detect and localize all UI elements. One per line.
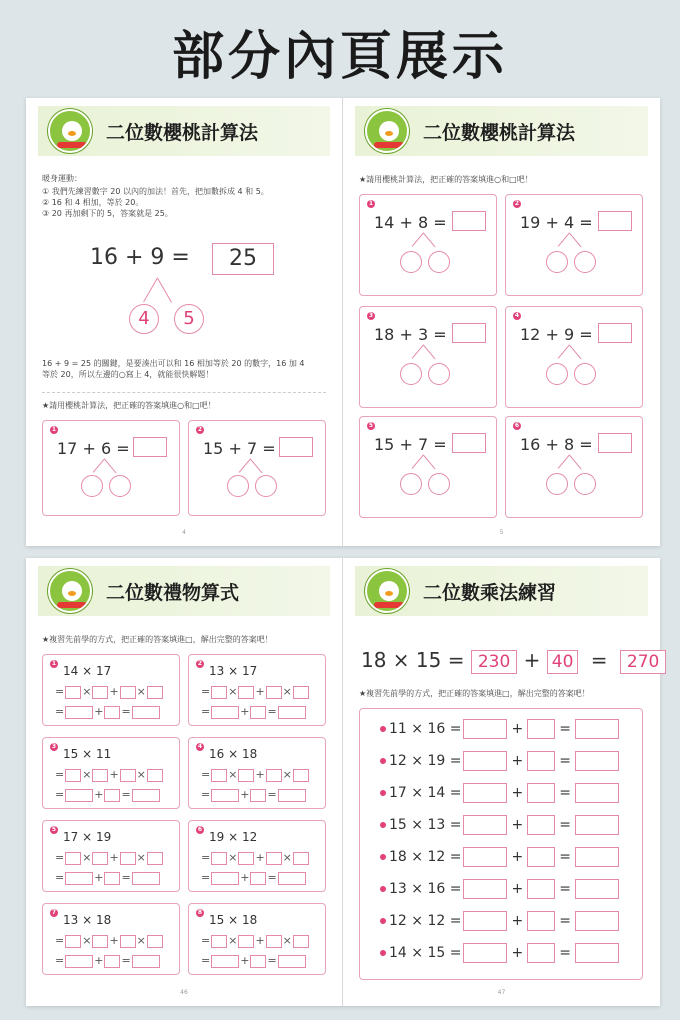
practice-row: 14 × 15 = + = (380, 943, 619, 965)
cherry-circle[interactable] (428, 251, 450, 273)
explanation-line-2: 等於 20，所以左邊的○寫上 4，就能很快解題！ (42, 370, 214, 379)
page-47 (343, 558, 660, 1006)
answer-box[interactable] (463, 943, 507, 963)
page-number: 5 (499, 529, 504, 536)
answer-box[interactable] (452, 211, 486, 231)
answer-box[interactable] (527, 943, 555, 963)
page-title: 二位數櫻桃計算法 (423, 122, 576, 144)
problem-equation: 17 + 6 = (57, 439, 130, 458)
page-4 (26, 98, 343, 546)
split-circle-right: 5 (174, 304, 204, 334)
page-title: 二位數乘法練習 (423, 582, 557, 604)
problem-card: 4 12 + 9 = (505, 306, 643, 408)
problem-card: 5 15 + 7 = (359, 416, 497, 518)
cherry-circle[interactable] (428, 473, 450, 495)
answer-box[interactable] (598, 211, 632, 231)
problem-card: 6 16 + 8 = (505, 416, 643, 518)
answer-box[interactable] (527, 751, 555, 771)
page-header (38, 566, 330, 616)
answer-box[interactable] (463, 783, 507, 803)
cherry-circle[interactable] (574, 251, 596, 273)
answer-box[interactable] (575, 815, 619, 835)
explanation-line-1: 16 + 9 = 25 的關鍵，是要湊出可以和 16 相加等於 20 的數字，16 加 4 (42, 359, 305, 368)
problem-equation: 15 × 11 (63, 747, 112, 761)
cherry-circle[interactable] (227, 475, 249, 497)
answer-box[interactable] (452, 323, 486, 343)
bottom-spread (26, 558, 660, 1006)
example-row: 18 × 15 = 230 + 40 = 270 (361, 648, 666, 674)
owl-logo-icon (48, 109, 92, 153)
answer-box[interactable] (527, 815, 555, 835)
warmup-label: 暖身運動： (42, 174, 82, 183)
problem-card: 7 13 × 18 = × + × = + = (42, 903, 180, 975)
problem-card: 4 16 × 18 = × + × = + = (188, 737, 326, 809)
instruction: ★請用櫻桃計算法，把正確的答案填進○和□吧！ (359, 175, 533, 184)
problem-card: 1 14 × 17 = × + × = + = (42, 654, 180, 726)
cherry-circle[interactable] (574, 473, 596, 495)
answer-box[interactable] (575, 879, 619, 899)
answer-box[interactable] (463, 719, 507, 739)
practice-row: 15 × 13 = + = (380, 815, 619, 837)
cherry-circle[interactable] (400, 363, 422, 385)
practice-row: 12 × 19 = + = (380, 751, 619, 773)
problem-equation: 19 + 4 = (520, 213, 593, 232)
split-circle-left: 4 (129, 304, 159, 334)
problem-equation: 14 + 8 = (374, 213, 447, 232)
problem-card: 5 17 × 19 = × + × = + = (42, 820, 180, 892)
practice-equation: 17 × 14 = (389, 785, 462, 801)
problem-card: 2 15 + 7 = (188, 420, 326, 516)
example-equation: 16 + 9 = (90, 245, 190, 270)
answer-box[interactable] (575, 943, 619, 963)
sum-row: = + = (55, 871, 161, 885)
practice-equation: 12 × 12 = (389, 913, 462, 929)
instruction: ★複習先前學的方式，把正確的答案填進□，解出完整的答案吧！ (42, 635, 273, 644)
answer-box[interactable] (575, 751, 619, 771)
practice-row: 17 × 14 = + = (380, 783, 619, 805)
problem-equation: 15 + 7 = (203, 439, 276, 458)
cherry-circle[interactable] (109, 475, 131, 497)
cherry-circle[interactable] (81, 475, 103, 497)
example-answer-box (212, 243, 274, 275)
answer-box[interactable] (279, 437, 313, 457)
problem-equation: 12 + 9 = (520, 325, 593, 344)
practice-equation: 12 × 19 = (389, 753, 462, 769)
answer-box[interactable] (527, 847, 555, 867)
answer-box[interactable] (575, 719, 619, 739)
expand-row: = × + × (201, 851, 310, 865)
page-header (355, 106, 648, 156)
sum-row: = + = (55, 954, 161, 968)
problem-card: 1 14 + 8 = (359, 194, 497, 296)
page-title: 二位數櫻桃計算法 (106, 122, 259, 144)
owl-logo-icon (365, 569, 409, 613)
cherry-circle[interactable] (400, 251, 422, 273)
cherry-circle[interactable] (428, 363, 450, 385)
page-header (355, 566, 648, 616)
page-number: 4 (182, 529, 186, 536)
answer-box[interactable] (133, 437, 167, 457)
answer-box[interactable] (463, 815, 507, 835)
problem-equation: 16 + 8 = (520, 435, 593, 454)
practice-equation: 11 × 16 = (389, 721, 462, 737)
expand-row: = × + × (55, 851, 164, 865)
practice-row: 13 × 16 = + = (380, 879, 619, 901)
expand-row: = × + × (201, 685, 310, 699)
answer-box[interactable] (463, 911, 507, 931)
top-spread (26, 98, 660, 546)
answer-box[interactable] (527, 879, 555, 899)
expand-row: = × + × (55, 768, 164, 782)
practice-equation: 13 × 16 = (389, 881, 462, 897)
answer-box[interactable] (527, 911, 555, 931)
cherry-circle[interactable] (546, 251, 568, 273)
step-3: ③ 20 再加剩下的 5，答案就是 25。 (42, 209, 173, 218)
problem-card: 1 17 + 6 = (42, 420, 180, 516)
page-header (38, 106, 330, 156)
cherry-circle[interactable] (400, 473, 422, 495)
answer-box[interactable] (575, 911, 619, 931)
step-2: ② 16 和 4 相加，等於 20。 (42, 198, 144, 207)
expand-row: = × + × (55, 934, 164, 948)
practice-card (359, 708, 643, 980)
page-number: 47 (497, 989, 506, 996)
expand-row: = × + × (55, 685, 164, 699)
answer-box[interactable] (452, 433, 486, 453)
instruction: ★請用櫻桃計算法，把正確的答案填進○和□吧！ (42, 401, 216, 410)
problem-card: 8 15 × 18 = × + × = + = (188, 903, 326, 975)
page-title: 二位數禮物算式 (106, 582, 240, 604)
answer-box[interactable] (575, 847, 619, 867)
answer-box[interactable] (463, 847, 507, 867)
practice-equation: 15 × 13 = (389, 817, 462, 833)
cherry-circle[interactable] (255, 475, 277, 497)
problem-equation: 18 + 3 = (374, 325, 447, 344)
owl-logo-icon (365, 109, 409, 153)
answer-box[interactable] (527, 783, 555, 803)
answer-box[interactable] (598, 433, 632, 453)
practice-equation: 18 × 12 = (389, 849, 462, 865)
practice-row: 12 × 12 = + = (380, 911, 619, 933)
answer-box[interactable] (575, 783, 619, 803)
problem-equation: 14 × 17 (63, 664, 112, 678)
step-1: ① 我們先練習數字 20 以內的加法！首先，把加數拆成 4 和 5。 (42, 187, 269, 196)
practice-equation: 14 × 15 = (389, 945, 462, 961)
cherry-circle[interactable] (574, 363, 596, 385)
problem-card: 3 18 + 3 = (359, 306, 497, 408)
answer-box[interactable] (598, 323, 632, 343)
page-5 (343, 98, 660, 546)
problem-equation: 19 × 12 (209, 830, 258, 844)
sum-row: = + = (201, 871, 307, 885)
problem-equation: 15 × 18 (209, 913, 258, 927)
problem-equation: 16 × 18 (209, 747, 258, 761)
expand-row: = × + × (201, 768, 310, 782)
sum-row: = + = (201, 954, 307, 968)
page-46 (26, 558, 343, 1006)
page-number: 46 (180, 989, 188, 996)
sum-row: = + = (55, 788, 161, 802)
instruction: ★複習先前學的方式，把正確的答案填進□，解出完整的答案吧！ (359, 689, 590, 698)
problem-card: 6 19 × 12 = × + × = + = (188, 820, 326, 892)
problem-card: 2 13 × 17 = × + × = + = (188, 654, 326, 726)
example-answer: 25 (229, 246, 257, 271)
answer-box[interactable] (463, 751, 507, 771)
problem-equation: 17 × 19 (63, 830, 112, 844)
sum-row: = + = (201, 788, 307, 802)
cherry-circle[interactable] (546, 473, 568, 495)
practice-row: 11 × 16 = + = (380, 719, 619, 741)
answer-box[interactable] (463, 879, 507, 899)
problem-equation: 15 + 7 = (374, 435, 447, 454)
problem-card: 2 19 + 4 = (505, 194, 643, 296)
sum-row: = + = (201, 705, 307, 719)
owl-logo-icon (48, 569, 92, 613)
problem-equation: 13 × 17 (209, 664, 258, 678)
cherry-circle[interactable] (546, 363, 568, 385)
answer-box[interactable] (527, 719, 555, 739)
problem-equation: 13 × 18 (63, 913, 112, 927)
main-title: 部分內頁展示 (171, 27, 508, 87)
problem-card: 3 15 × 11 = × + × = + = (42, 737, 180, 809)
expand-row: = × + × (201, 934, 310, 948)
practice-row: 18 × 12 = + = (380, 847, 619, 869)
sum-row: = + = (55, 705, 161, 719)
